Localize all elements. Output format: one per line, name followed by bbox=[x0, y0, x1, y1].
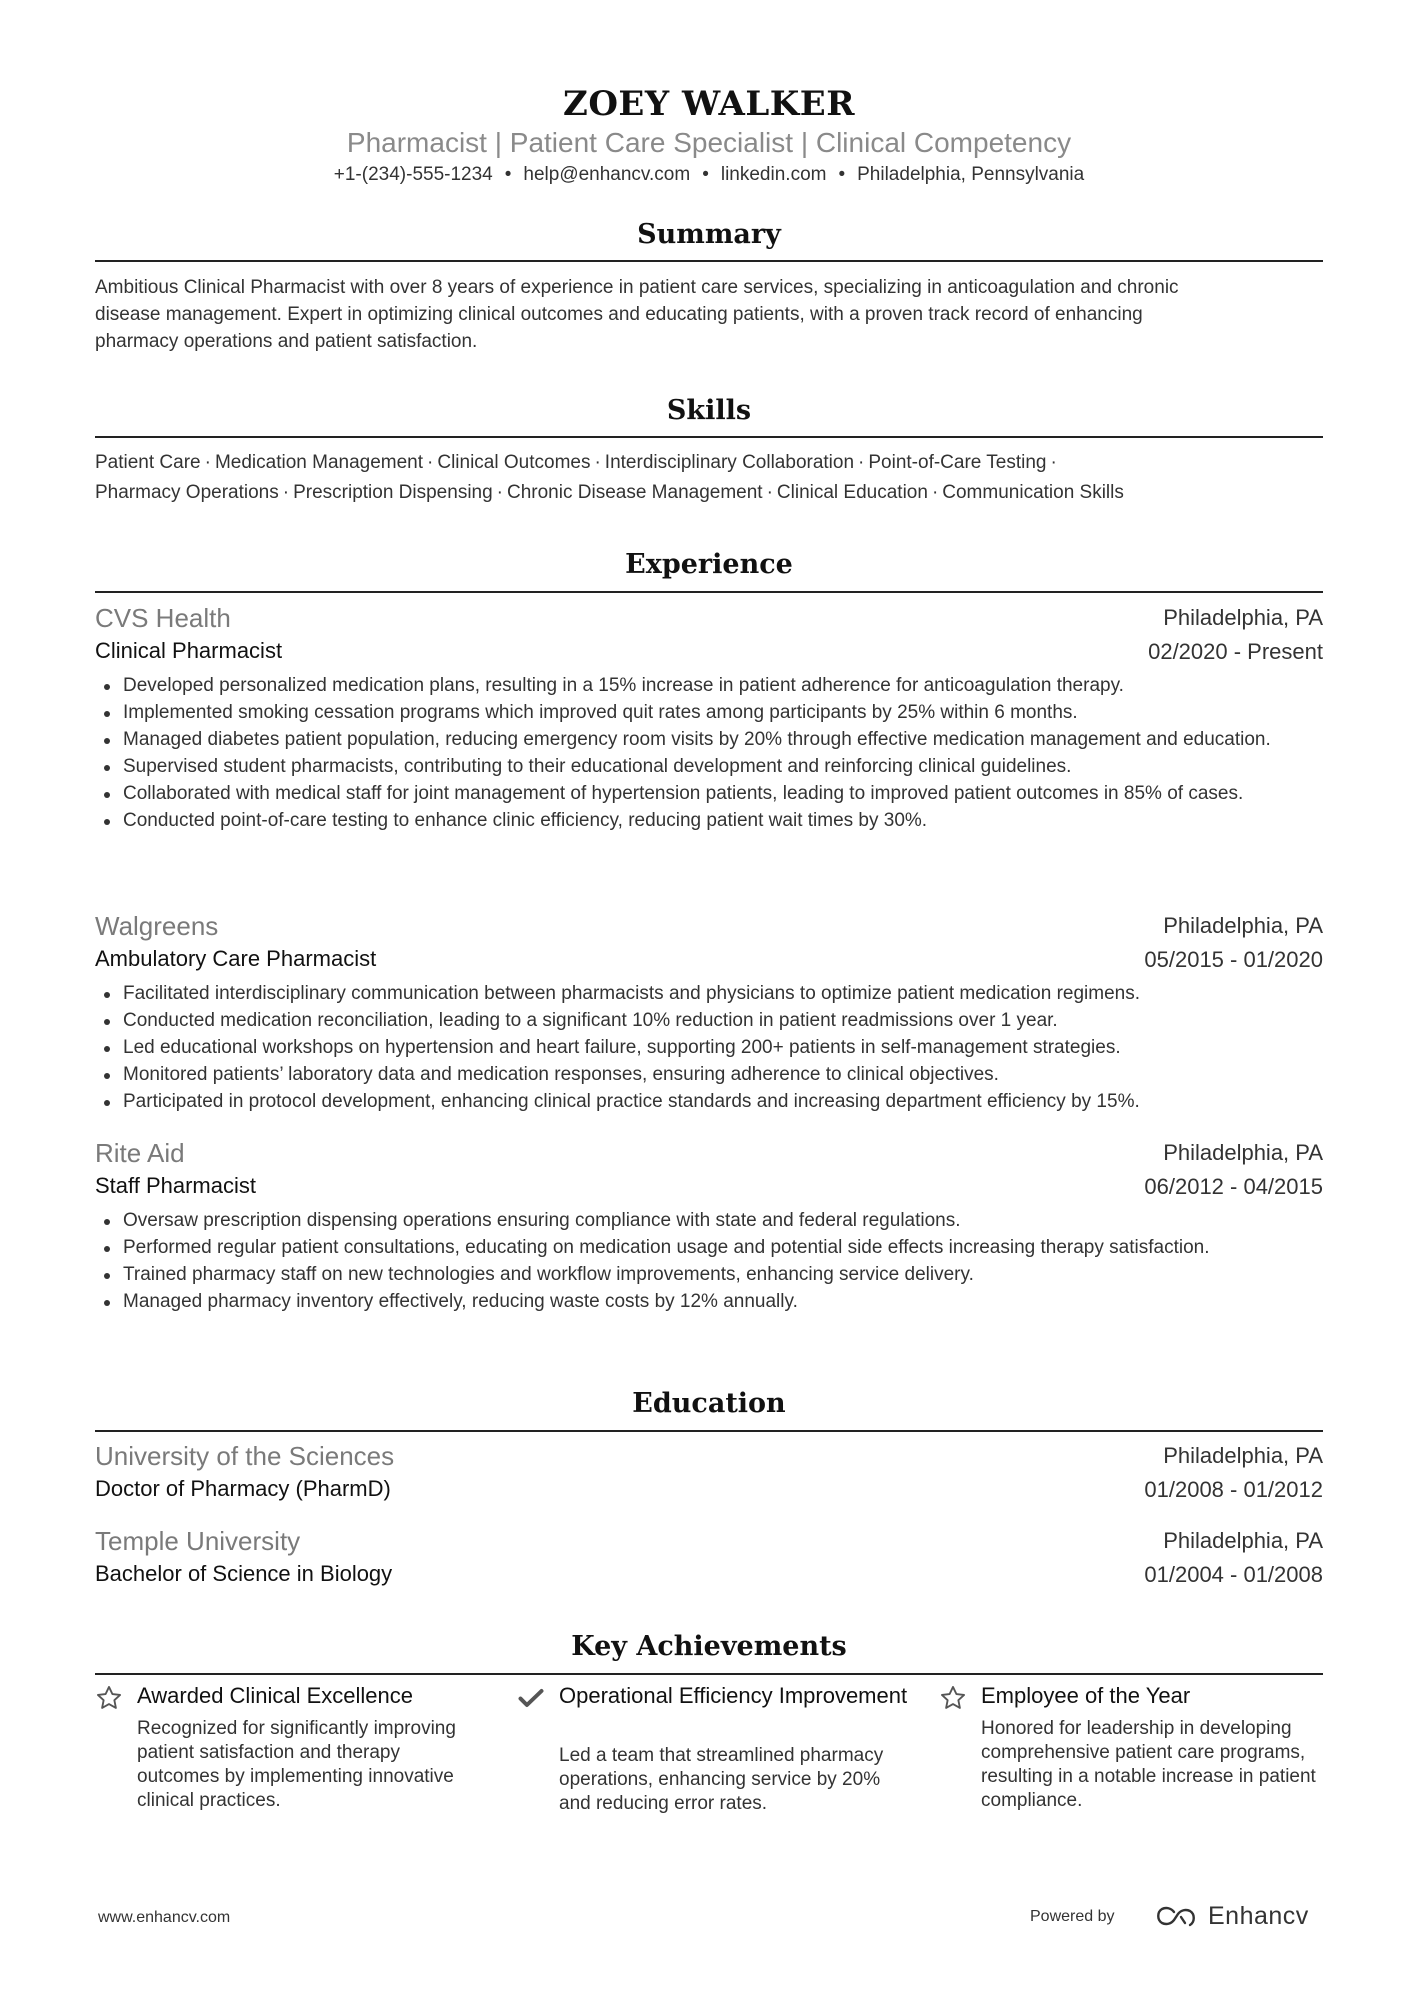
skill-item: Point-of-Care Testing bbox=[868, 452, 1047, 473]
experience-entry bbox=[95, 910, 1323, 1115]
degree-name: Doctor of Pharmacy (PharmD) bbox=[95, 1476, 391, 1501]
summary-heading: Summary bbox=[637, 219, 781, 250]
candidate-name: ZOEY WALKER bbox=[563, 84, 855, 124]
skill-item: Interdisciplinary Collaboration bbox=[604, 452, 855, 473]
experience-entry bbox=[95, 602, 1323, 834]
job-bullet: Monitored patients’ laboratory data and medication responses, ensuring adherence to clinical objectives. bbox=[123, 1061, 1323, 1088]
star-icon bbox=[95, 1684, 123, 1712]
achievement-title: Operational Efficiency Improvement bbox=[559, 1683, 908, 1708]
achievement-description: Recognized for significantly improving patient satisfaction and therapy outcomes by implementing innovative clinical practices. bbox=[137, 1718, 456, 1811]
achievement-title: Awarded Clinical Excellence bbox=[137, 1683, 413, 1708]
skills-heading: Skills bbox=[666, 395, 752, 426]
skill-separator: · bbox=[858, 452, 865, 473]
skill-separator: · bbox=[594, 452, 601, 473]
powered-by-label: Powered by bbox=[1030, 1908, 1115, 1925]
job-role: Ambulatory Care Pharmacist bbox=[95, 946, 377, 971]
education-dates: 01/2004 - 01/2008 bbox=[1144, 1562, 1323, 1587]
job-bullet: Developed personalized medication plans, resulting in a 15% increase in patient adherence for anticoagulation therapy. bbox=[123, 672, 1323, 699]
skill-item: Pharmacy Operations bbox=[95, 482, 279, 503]
school-name: Temple University bbox=[95, 1526, 301, 1556]
job-bullet: Facilitated interdisciplinary communication between pharmacists and physicians to optimize patient medication regimens. bbox=[123, 980, 1323, 1007]
experience-heading: Experience bbox=[625, 549, 793, 580]
contact-separator: • bbox=[504, 164, 512, 185]
skills-divider bbox=[95, 436, 1323, 438]
skill-separator: · bbox=[496, 482, 503, 503]
job-bullet: Managed diabetes patient population, reducing emergency room visits by 20% through effective medication management and education. bbox=[123, 726, 1323, 753]
contact-line bbox=[95, 162, 1323, 188]
contact-linkedin[interactable]: linkedin.com bbox=[720, 164, 827, 185]
summary-line: disease management. Expert in optimizing clinical outcomes and educating patients, with a proven track record of enhancing bbox=[95, 304, 1143, 325]
job-bullet: Collaborated with medical staff for joint management of hypertension patients, leading to improved patient outcomes in 85% of cases. bbox=[123, 780, 1323, 807]
summary-line: Ambitious Clinical Pharmacist with over 8 years of experience in patient care services, specializing in anticoagulation and chronic bbox=[95, 277, 1179, 298]
school-location: Philadelphia, PA bbox=[1163, 1443, 1323, 1468]
company-name: CVS Health bbox=[95, 603, 231, 633]
contact-location: Philadelphia, Pennsylvania bbox=[857, 164, 1085, 185]
education-heading: Education bbox=[632, 1388, 786, 1419]
skill-item: Clinical Outcomes bbox=[437, 452, 591, 473]
contact-phone: +1-(234)-555-1234 bbox=[333, 164, 493, 185]
job-bullet: Supervised student pharmacists, contributing to their educational development and reinforcing clinical guidelines. bbox=[123, 753, 1323, 780]
enhancv-logo-icon[interactable] bbox=[1152, 1904, 1200, 1930]
job-bullet: Conducted medication reconciliation, leading to a significant 10% reduction in patient readmissions over 1 year. bbox=[123, 1007, 1323, 1034]
achievement-description: Led a team that streamlined pharmacy operations, enhancing service by 20% and reducing error rates. bbox=[559, 1745, 884, 1814]
skill-separator: · bbox=[766, 482, 773, 503]
job-bullet: Managed pharmacy inventory effectively, reducing waste costs by 12% annually. bbox=[123, 1288, 1323, 1315]
job-role: Staff Pharmacist bbox=[95, 1173, 256, 1198]
job-bullets bbox=[95, 672, 1323, 834]
job-location: Philadelphia, PA bbox=[1163, 913, 1323, 938]
achievements-divider bbox=[95, 1673, 1323, 1675]
contact-separator: • bbox=[702, 164, 709, 185]
job-dates: 06/2012 - 04/2015 bbox=[1144, 1174, 1323, 1199]
achievement-title: Employee of the Year bbox=[981, 1683, 1191, 1708]
skill-item: Clinical Education bbox=[776, 482, 928, 503]
skill-item: Communication Skills bbox=[942, 482, 1124, 503]
job-role: Clinical Pharmacist bbox=[95, 638, 283, 663]
skill-separator: · bbox=[204, 452, 211, 473]
contact-separator: • bbox=[838, 164, 846, 185]
education-entry bbox=[95, 1440, 1323, 1506]
job-bullet: Performed regular patient consultations, educating on medication usage and potential side effects increasing therapy satisfaction. bbox=[123, 1234, 1323, 1261]
education-dates: 01/2008 - 01/2012 bbox=[1144, 1477, 1323, 1502]
achievements-heading: Key Achievements bbox=[571, 1631, 847, 1662]
achievements-grid bbox=[95, 1682, 1323, 1852]
skill-separator: · bbox=[931, 482, 939, 503]
education-divider bbox=[95, 1430, 1323, 1432]
achievement-description: Honored for leadership in developing comprehensive patient care programs, resulting in a notable increase in patient compliance. bbox=[981, 1718, 1316, 1811]
school-name: University of the Sciences bbox=[95, 1441, 395, 1471]
company-name: Walgreens bbox=[95, 911, 219, 941]
job-location: Philadelphia, PA bbox=[1163, 605, 1323, 630]
summary-divider bbox=[95, 260, 1323, 262]
brand-name[interactable]: Enhancv bbox=[1208, 1902, 1309, 1930]
education-entry bbox=[95, 1525, 1323, 1591]
school-location: Philadelphia, PA bbox=[1163, 1528, 1323, 1553]
contact-email[interactable]: help@enhancv.com bbox=[523, 164, 691, 185]
skills-row bbox=[95, 448, 1323, 478]
job-bullets bbox=[95, 980, 1323, 1115]
skill-item: Patient Care bbox=[95, 452, 201, 473]
job-dates: 02/2020 - Present bbox=[1148, 639, 1323, 664]
company-name: Rite Aid bbox=[95, 1138, 185, 1168]
skill-item: Medication Management bbox=[214, 452, 424, 473]
summary-line: pharmacy operations and patient satisfaction. bbox=[95, 331, 478, 352]
job-bullet: Oversaw prescription dispensing operations ensuring compliance with state and federal regulations. bbox=[123, 1207, 1323, 1234]
skills-list bbox=[95, 448, 1323, 508]
skill-item: Chronic Disease Management bbox=[507, 482, 763, 503]
star-icon bbox=[939, 1684, 967, 1712]
skills-row bbox=[95, 478, 1323, 508]
skill-separator: · bbox=[427, 452, 434, 473]
experience-entry bbox=[95, 1137, 1323, 1315]
job-bullet: Trained pharmacy staff on new technologies and workflow improvements, enhancing service delivery. bbox=[123, 1261, 1323, 1288]
summary-text bbox=[95, 274, 1323, 355]
job-location: Philadelphia, PA bbox=[1163, 1140, 1323, 1165]
job-bullet: Participated in protocol development, enhancing clinical practice standards and increasing department efficiency by 15%. bbox=[123, 1088, 1323, 1115]
degree-name: Bachelor of Science in Biology bbox=[95, 1561, 393, 1586]
skill-separator: · bbox=[1050, 452, 1057, 473]
job-dates: 05/2015 - 01/2020 bbox=[1144, 947, 1323, 972]
check-icon bbox=[517, 1684, 545, 1712]
job-bullet: Led educational workshops on hypertension and heart failure, supporting 200+ patients in self-management strategies. bbox=[123, 1034, 1323, 1061]
candidate-title: Pharmacist | Patient Care Specialist | Clinical Competency bbox=[346, 127, 1072, 158]
experience-divider bbox=[95, 591, 1323, 593]
job-bullets bbox=[95, 1207, 1323, 1315]
footer-website[interactable]: www.enhancv.com bbox=[98, 1909, 231, 1926]
skill-separator: · bbox=[282, 482, 290, 503]
job-bullet: Implemented smoking cessation programs which improved quit rates among participants by 25% within 6 months. bbox=[123, 699, 1323, 726]
job-bullet: Conducted point-of-care testing to enhance clinic efficiency, reducing patient wait times by 30%. bbox=[123, 807, 1323, 834]
skill-item: Prescription Dispensing bbox=[293, 482, 493, 503]
